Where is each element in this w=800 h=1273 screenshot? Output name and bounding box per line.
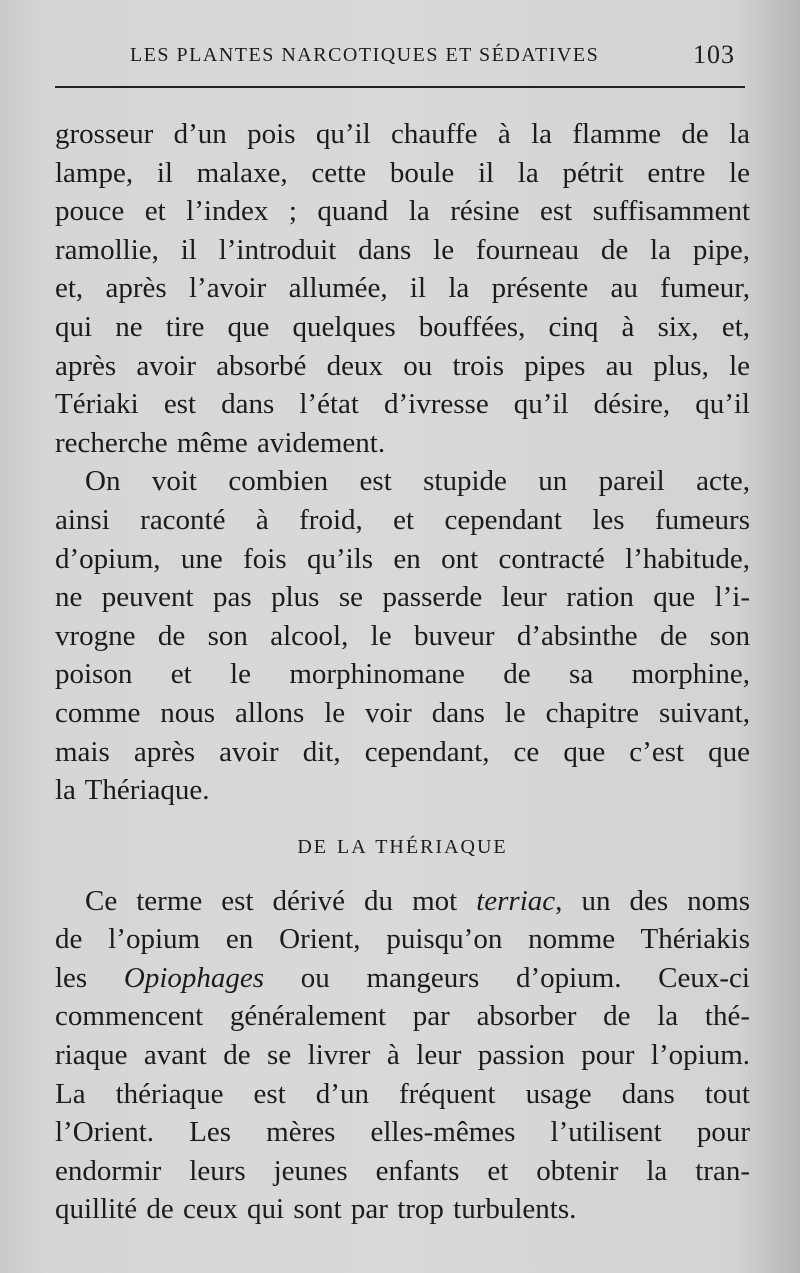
- text-fragment: ou mangeurs d’opium. Ceux-ci: [264, 961, 750, 994]
- section-heading: DE LA THÉRIAQUE: [297, 835, 508, 858]
- body-text: [55, 115, 750, 1229]
- text-line: ramollie, il l’introduit dans le fourneau de la pipe,: [55, 233, 750, 266]
- text-line: grosseur d’un pois qu’il chauffe à la flamme de la: [55, 118, 750, 150]
- paragraph-1: [55, 115, 750, 462]
- text-line: d’opium, une fois qu’ils en ont contracté l’habitude,: [55, 542, 750, 575]
- text-line: On voit combien est stupide un pareil acte,: [85, 465, 750, 498]
- text-line: pouce et l’index ; quand la résine est suffisamment: [55, 195, 750, 228]
- text-fragment: les: [55, 961, 124, 994]
- text-line: vrogne de son alcool, le buveur d’absinthe de son: [55, 619, 750, 652]
- text-line: commencent généralement par absorber de la thé-: [55, 1000, 750, 1033]
- text-line: poison et le morphinomane de sa morphine,: [55, 658, 750, 691]
- italic-term: terriac: [476, 884, 556, 917]
- text-line: ainsi raconté à froid, et cependant les fumeurs: [55, 503, 750, 536]
- text-line: [55, 882, 750, 921]
- text-line: mais après avoir dit, cependant, ce que c’est que: [55, 735, 750, 768]
- text-line: de l’opium en Orient, puisqu’on nomme Thériakis: [55, 923, 750, 956]
- text-line: La thériaque est d’un fréquent usage dans tout: [55, 1077, 750, 1110]
- header-rule: [55, 86, 745, 88]
- text-line: et, après l’avoir allumée, il la présente au fumeur,: [55, 272, 750, 305]
- text-line: lampe, il malaxe, cette boule il la pétrit entre le: [55, 156, 750, 189]
- italic-term: Opiophages: [123, 961, 265, 994]
- page-number: 103: [693, 40, 735, 69]
- text-fragment: Ce terme est dérivé du mot: [85, 884, 477, 917]
- text-line: la Thériaque.: [55, 774, 210, 807]
- running-title: LES PLANTES NARCOTIQUES ET SÉDATIVES: [130, 44, 600, 66]
- text-fragment: , un des noms: [555, 884, 751, 917]
- text-line: quillité de ceux qui sont par trop turbulents.: [55, 1193, 577, 1226]
- text-line: ne peuvent pas plus se passerde leur ration que l’i-: [55, 581, 750, 614]
- paragraph-3: [55, 882, 750, 1229]
- text-line: Tériaki est dans l’état d’ivresse qu’il désire, qu’il: [55, 388, 750, 421]
- text-line: endormir leurs jeunes enfants et obtenir la tran-: [55, 1154, 750, 1187]
- text-line: recherche même avidement.: [55, 426, 386, 459]
- paragraph-2: [55, 462, 750, 809]
- page-header: [55, 40, 745, 76]
- text-line: l’Orient. Les mères elles-mêmes l’utilisent pour: [55, 1116, 750, 1149]
- text-line: qui ne tire que quelques bouffées, cinq à six, et,: [55, 310, 750, 343]
- text-line: riaque avant de se livrer à leur passion pour l’opium.: [55, 1039, 750, 1072]
- text-line: comme nous allons le voir dans le chapitre suivant,: [55, 696, 750, 729]
- text-line: après avoir absorbé deux ou trois pipes au plus, le: [55, 349, 750, 382]
- text-line: [55, 959, 750, 998]
